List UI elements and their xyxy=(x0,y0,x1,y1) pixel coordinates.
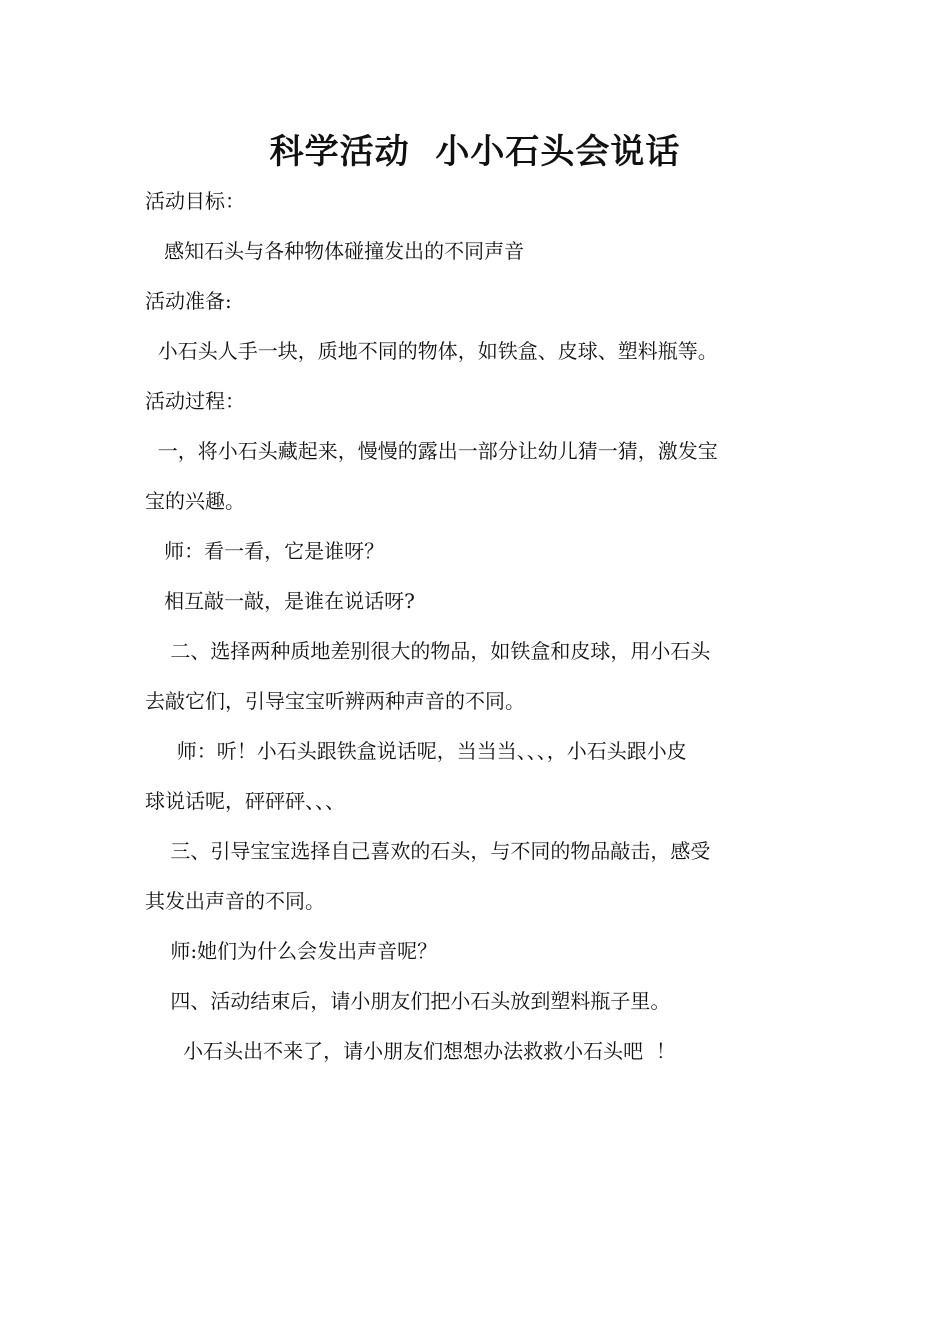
section-heading-goals: 活动目标： xyxy=(145,189,245,213)
paragraph-step-1: 一，将小石头藏起来，慢慢的露出一部分让幼儿猜一猜，激发宝 xyxy=(145,439,718,463)
section-heading-preparation: 活动准备: xyxy=(145,289,232,313)
paragraph-closing: 小石头出不来了，请小朋友们想想办法救救小石头吧 ！ xyxy=(145,1039,676,1063)
section-heading-process: 活动过程： xyxy=(145,389,245,413)
paragraph-step-3: 三、引导宝宝选择自己喜欢的石头，与不同的物品敲击，感受 xyxy=(145,839,711,863)
paragraph-step-3-cont: 其发出声音的不同。 xyxy=(145,889,325,913)
paragraph-step-2-cont: 去敲它们，引导宝宝听辨两种声音的不同。 xyxy=(145,689,525,713)
paragraph-teacher-2: 师：听！小石头跟铁盒说话呢，当当当、、、，小石头跟小皮 xyxy=(145,739,687,763)
paragraph-step-4: 四、活动结束后，请小朋友们把小石头放到塑料瓶子里。 xyxy=(145,989,671,1013)
paragraph-step-2: 二、选择两种质地差别很大的物品，如铁盒和皮球，用小石头 xyxy=(145,639,711,663)
paragraph-teacher-1: 师：看一看，它是谁呀？ xyxy=(145,539,385,563)
paragraph-step-1-cont: 宝的兴趣。 xyxy=(145,489,245,513)
paragraph-knock: 相互敲一敲，是谁在说话呀? xyxy=(145,589,415,613)
paragraph-preparation: 小石头人手一块，质地不同的物体，如铁盒、皮球、塑料瓶等。 xyxy=(145,339,718,363)
paragraph-teacher-3: 师:她们为什么会发出声音呢？ xyxy=(145,939,438,963)
paragraph-goals: 感知石头与各种物体碰撞发出的不同声音 xyxy=(145,239,525,263)
paragraph-teacher-2-cont: 球说话呢，砰砰砰、、、 xyxy=(145,789,345,813)
document-title: 科学活动 小小石头会说话 xyxy=(269,132,681,172)
